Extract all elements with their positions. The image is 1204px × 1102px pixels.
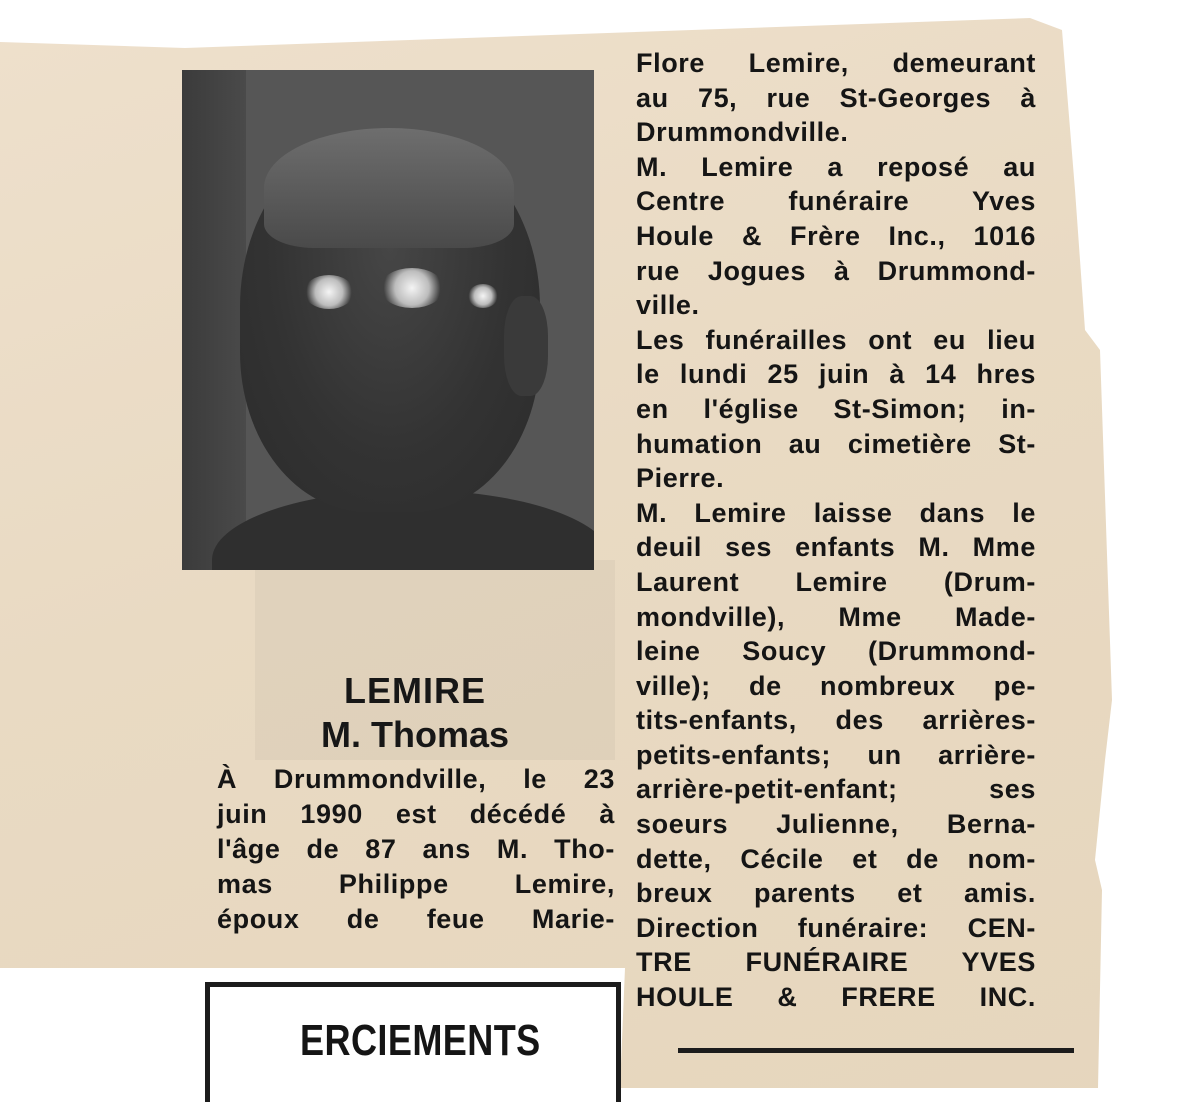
text-line: Laurent Lemire (Drum- xyxy=(636,566,1036,597)
obituary-surname: LEMIRE xyxy=(343,670,486,711)
text-line: Drummondville. xyxy=(636,117,849,148)
text-line: juin 1990 est décédé à xyxy=(217,799,615,829)
obituary-column-2 xyxy=(636,46,1036,1015)
obituary-column-1 xyxy=(217,762,615,937)
text-line: rue Jogues à Drummond- xyxy=(636,255,1036,286)
text-line: Pierre. xyxy=(636,463,725,494)
text-line: deuil ses enfants M. Mme xyxy=(636,532,1036,563)
text-line: en l'église St-Simon; in- xyxy=(636,393,1036,424)
portrait-photo xyxy=(182,70,594,570)
glasses-glare-center xyxy=(380,268,444,308)
text-line: petits-enfants; un arrière- xyxy=(636,739,1036,770)
text-line: dette, Cécile et de nom- xyxy=(636,843,1036,874)
text-line: Les funérailles ont eu lieu xyxy=(636,324,1036,355)
obituary-name: M. Thomas xyxy=(320,714,509,755)
text-line: au 75, rue St-Georges à xyxy=(636,82,1036,113)
photo-ear xyxy=(504,296,548,396)
column-rule xyxy=(678,1048,1074,1053)
text-line: arrière-petit-enfant; ses xyxy=(636,774,1036,805)
text-line: M. Lemire a reposé au xyxy=(636,151,1036,182)
text-line: Direction funéraire: CEN- xyxy=(636,912,1036,943)
glasses-glare-right xyxy=(468,284,498,308)
text-line: époux de feue Marie- xyxy=(217,904,615,934)
text-line: le lundi 25 juin à 14 hres xyxy=(636,359,1036,390)
text-line: À Drummondville, le 23 xyxy=(217,764,615,794)
glasses-glare-left xyxy=(304,275,354,309)
text-line: ville); de nombreux pe- xyxy=(636,670,1036,701)
text-line: HOULE & FRERE INC. xyxy=(636,982,1036,1013)
text-line: l'âge de 87 ans M. Tho- xyxy=(217,834,615,864)
text-line: M. Lemire laisse dans le xyxy=(636,497,1036,528)
text-line: Flore Lemire, demeurant xyxy=(636,48,1036,78)
text-line: ville. xyxy=(636,290,700,321)
text-line: leine Soucy (Drummond- xyxy=(636,636,1036,667)
text-line: TRE FUNÉRAIRE YVES xyxy=(636,947,1036,978)
text-line: Houle & Frère Inc., 1016 xyxy=(636,220,1036,251)
next-article-heading: ERCIEMENTS xyxy=(300,1016,541,1065)
text-line: tits-enfants, des arrières- xyxy=(636,705,1036,736)
text-line: humation au cimetière St- xyxy=(636,428,1036,459)
photo-background-left xyxy=(182,70,246,570)
text-line: soeurs Julienne, Berna- xyxy=(636,809,1036,840)
text-line: Centre funéraire Yves xyxy=(636,186,1036,217)
text-line: mas Philippe Lemire, xyxy=(217,869,615,899)
text-line: mondville), Mme Made- xyxy=(636,601,1036,632)
text-line: breux parents et amis. xyxy=(636,878,1036,909)
photo-hair xyxy=(264,128,514,248)
